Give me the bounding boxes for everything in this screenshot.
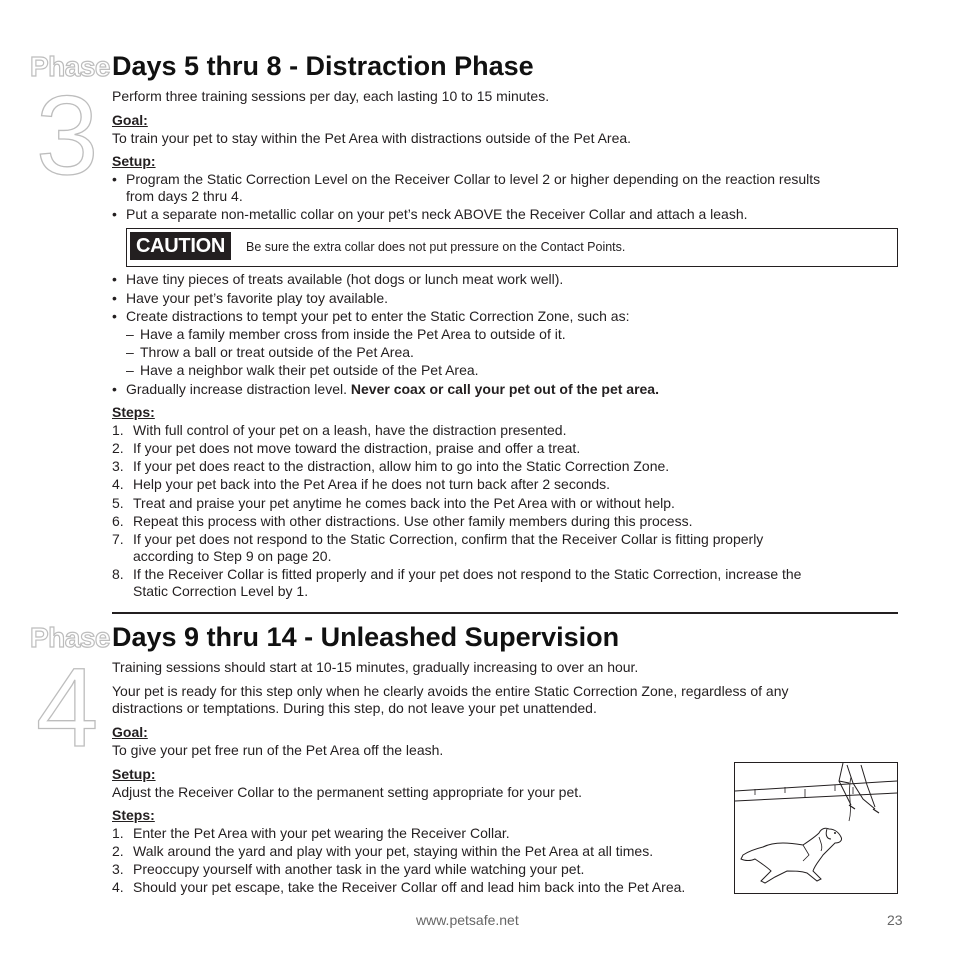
phase-3-step: Treat and praise your pet anytime he comes back into the Pet Area with or without help.	[133, 495, 675, 511]
phase-3-goal-text: To train your pet to stay within the Pet Area with distractions outside of the Pet Area.	[112, 130, 632, 146]
dash-icon: –	[126, 362, 134, 378]
phase-4-setup-text: Adjust the Receiver Collar to the permanent setting appropriate for your pet.	[112, 784, 583, 800]
phase-3-step: If the Receiver Collar is fitted properly and if your pet does not respond to the Static Correction, increase the	[133, 566, 802, 582]
phase-3-step: Repeat this process with other distractions. Use other family members during this process.	[133, 513, 693, 529]
bullet-icon: •	[112, 308, 117, 324]
phase-3-goal-heading: Goal:	[112, 112, 148, 128]
phase-3-setup-item-1: Program the Static Correction Level on the Receiver Collar to level 2 or higher depending on the reaction results	[126, 171, 821, 187]
phase-3-label: Phase	[30, 51, 110, 82]
phase-3-step-cont: according to Step 9 on page 20.	[133, 548, 332, 564]
dog-and-person-drawing	[735, 763, 897, 893]
phase-4-step: Should your pet escape, take the Receiver Collar off and lead him back into the Pet Area.	[133, 879, 686, 895]
bullet-icon: •	[112, 271, 117, 287]
dash-icon: –	[126, 344, 134, 360]
step-number: 1.	[112, 422, 124, 438]
phase-4-goal-text: To give your pet free run of the Pet Area off the leash.	[112, 742, 444, 758]
phase-4-goal-heading: Goal:	[112, 724, 148, 740]
phase-3-step: If your pet does not respond to the Static Correction, confirm that the Receiver Collar is fitting properly	[133, 531, 764, 547]
step-number: 3.	[112, 458, 124, 474]
step-number: 7.	[112, 531, 124, 547]
step-number: 4.	[112, 879, 124, 895]
phase-4-step: Enter the Pet Area with your pet wearing the Receiver Collar.	[133, 825, 510, 841]
phase-4-paragraph-cont: distractions or temptations. During this step, do not leave your pet unattended.	[112, 700, 597, 716]
phase-3-steps-heading: Steps:	[112, 404, 155, 420]
dash-icon: –	[126, 326, 134, 342]
phase-3-setup-item-5: Create distractions to tempt your pet to enter the Static Correction Zone, such as:	[126, 308, 630, 324]
phase-4-step: Walk around the yard and play with your pet, staying within the Pet Area at all times.	[133, 843, 654, 859]
phase-3-setup-item-1-cont: from days 2 thru 4.	[126, 188, 243, 204]
page-number: 23	[887, 912, 903, 928]
phase-4-label: Phase	[30, 622, 110, 653]
phase-3-sub-item-3: Have a neighbor walk their pet outside of the Pet Area.	[140, 362, 479, 378]
phase-3-step-cont: Static Correction Level by 1.	[133, 583, 309, 599]
phase-3-step: If your pet does react to the distraction, allow him to go into the Static Correction Zone.	[133, 458, 670, 474]
phase-3-setup-item-2: Put a separate non-metallic collar on your pet’s neck ABOVE the Receiver Collar and attach a leash.	[126, 206, 748, 222]
phase-3-title: Days 5 thru 8 - Distraction Phase	[112, 51, 534, 81]
phase-4-title: Days 9 thru 14 - Unleashed Supervision	[112, 622, 620, 652]
step-number: 6.	[112, 513, 124, 529]
step-number: 2.	[112, 440, 124, 456]
bullet-icon: •	[112, 171, 117, 187]
step-number: 2.	[112, 843, 124, 859]
caution-box	[126, 228, 898, 267]
caution-badge: CAUTION	[130, 232, 231, 260]
step-number: 8.	[112, 566, 124, 582]
phase-3-step: Help your pet back into the Pet Area if he does not turn back after 2 seconds.	[133, 476, 611, 492]
dog-running-illustration	[734, 762, 898, 894]
phase-3-number: 3	[36, 73, 99, 198]
phase-4-setup-heading: Setup:	[112, 766, 156, 782]
phase-3-setup-item-3: Have tiny pieces of treats available (hot dogs or lunch meat work well).	[126, 271, 564, 287]
phase-3-setup-item-6-text: Gradually increase distraction level.	[126, 381, 347, 397]
phase-3-sub-item-2: Throw a ball or treat outside of the Pet Area.	[140, 344, 414, 360]
step-number: 4.	[112, 476, 124, 492]
phase-3-setup-item-6	[126, 381, 659, 398]
phase-3-setup-item-6-bold: Never coax or call your pet out of the pet area.	[350, 381, 659, 397]
phase-3-intro: Perform three training sessions per day, each lasting 10 to 15 minutes.	[112, 88, 550, 104]
phase-4-number: 4	[36, 645, 99, 770]
caution-text: Be sure the extra collar does not put pressure on the Contact Points.	[246, 240, 626, 254]
bullet-icon: •	[112, 381, 117, 397]
step-number: 3.	[112, 861, 124, 877]
phase-3-setup-item-4: Have your pet’s favorite play toy available.	[126, 290, 388, 306]
phase-3-step: With full control of your pet on a leash, have the distraction presented.	[133, 422, 567, 438]
phase-4-steps-heading: Steps:	[112, 807, 155, 823]
section-divider	[112, 612, 898, 614]
step-number: 1.	[112, 825, 124, 841]
bullet-icon: •	[112, 206, 117, 222]
phase-3-step: If your pet does not move toward the distraction, praise and offer a treat.	[133, 440, 581, 456]
step-number: 5.	[112, 495, 124, 511]
phase-4-paragraph: Your pet is ready for this step only when he clearly avoids the entire Static Correction Zone, regardless of any	[112, 683, 789, 699]
phase-4-intro: Training sessions should start at 10-15 minutes, gradually increasing to over an hour.	[112, 659, 639, 675]
phase-3-setup-heading: Setup:	[112, 153, 156, 169]
phase-3-sub-item-1: Have a family member cross from inside the Pet Area to outside of it.	[140, 326, 566, 342]
footer-url: www.petsafe.net	[416, 912, 519, 928]
bullet-icon: •	[112, 290, 117, 306]
phase-4-step: Preoccupy yourself with another task in the yard while watching your pet.	[133, 861, 585, 877]
